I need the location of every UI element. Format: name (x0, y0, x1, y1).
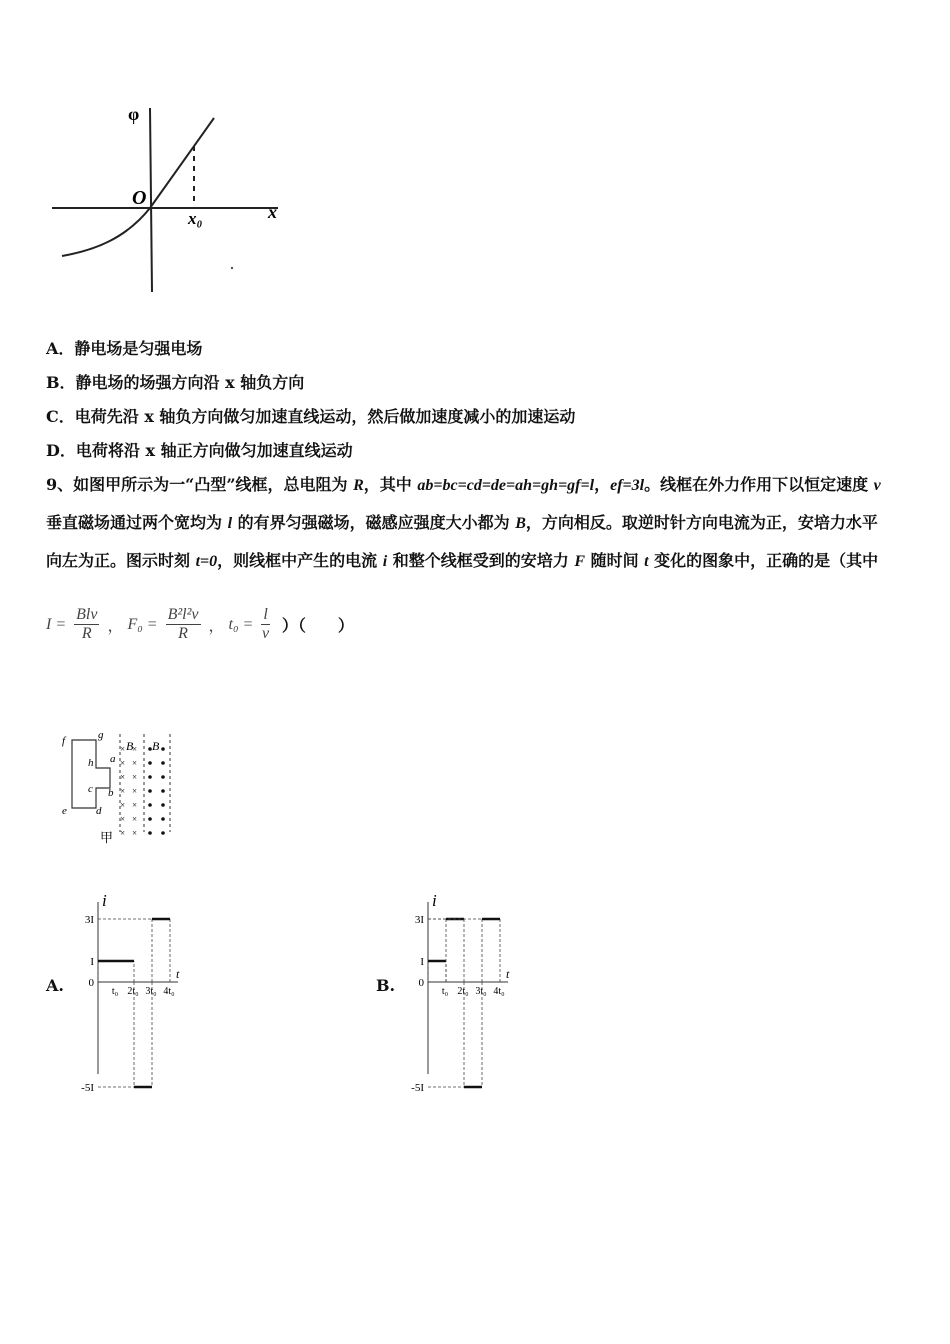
dot-mark (161, 817, 165, 821)
x-label: x (268, 202, 277, 222)
q9-text: ，方向相反。取逆时针方向电流为正，安培力水平 (525, 513, 878, 532)
x-tick-label: t₀ (441, 986, 449, 997)
dot-mark (148, 789, 152, 793)
phi-label: φ (128, 104, 140, 124)
cross-mark: × (132, 828, 138, 838)
option-text: 电荷先沿 x 轴负方向做匀加速直线运动，然后做加速度减小的加速运动 (74, 407, 576, 426)
q9-line-2 (46, 510, 878, 533)
option-d-q8 (46, 438, 353, 461)
phi-x-graph (46, 100, 296, 300)
dot-mark (148, 761, 152, 765)
q9-var-l: l (227, 515, 233, 532)
q9-text: 变化的图象中，正确的是（其中 (648, 551, 879, 570)
formula-I-numerator: Blv (76, 606, 98, 623)
cross-mark: × (120, 786, 126, 796)
y-tick-label: -5I (411, 1082, 424, 1094)
x0-label: x₀ (188, 209, 203, 228)
field-crosses (120, 744, 137, 838)
cross-mark: × (132, 800, 138, 810)
x-axis-label: t (506, 967, 510, 981)
formula-F-denominator: R (178, 625, 188, 642)
formula-t-fraction (261, 606, 269, 643)
q9-var-v: v (873, 477, 881, 494)
q9-text: 9、如图甲所示为一“凸型”线框，总电阻为 (46, 475, 354, 494)
convex-loop (72, 740, 110, 808)
vertex-e: e (62, 805, 67, 817)
vertex-d: d (96, 805, 102, 817)
cross-mark: × (132, 772, 138, 782)
graph-b-option-label: B. (376, 976, 396, 995)
cross-mark: × (120, 828, 126, 838)
formula-t-lhs: t₀ = (228, 615, 254, 633)
cross-mark: × (132, 786, 138, 796)
y-axis (150, 108, 152, 292)
q9-text: ，其中 (363, 475, 418, 494)
formula-F-numerator: B²l²v (167, 606, 199, 623)
dot-mark (148, 817, 152, 821)
q9-line-1 (46, 472, 881, 495)
dot-mark (161, 803, 165, 807)
q9-var-B: B (515, 515, 526, 532)
y-tick-label: 3I (84, 914, 94, 926)
formula-F-lhs: F₀ = (127, 615, 158, 633)
q9-var-F: F (574, 553, 585, 570)
formula-I-lhs: I = (46, 615, 67, 633)
q9-equation-ef: ef=3l (610, 477, 645, 494)
field-label-B2: B (152, 739, 160, 753)
field-dots (148, 747, 165, 835)
option-a-q8 (46, 336, 202, 359)
formula-t-denominator: v (262, 625, 270, 642)
x-axis-label: t (176, 967, 180, 981)
vertex-b: b (108, 787, 114, 799)
formula-I-fraction (74, 606, 99, 643)
formula-separator: ， (107, 618, 124, 635)
y-axis-label: i (102, 891, 107, 910)
cross-mark: × (132, 744, 138, 754)
y-tick-label: 3I (414, 914, 424, 926)
dot-mark (148, 803, 152, 807)
q9-var-t: t (644, 553, 649, 570)
x-tick-label: 4t₀ (163, 986, 175, 997)
formula-F-fraction (166, 606, 201, 643)
dot-mark (161, 775, 165, 779)
q9-text: 向左为正。图示时刻 (46, 551, 196, 570)
cross-mark: × (120, 800, 126, 810)
q9-time-zero: t=0 (195, 553, 218, 570)
field-label-B1: B (126, 739, 134, 753)
y-tick-label: -5I (81, 1082, 94, 1094)
graph-b (400, 890, 540, 1094)
q9-var-R: R (353, 477, 364, 494)
dot-mark (161, 761, 165, 765)
vertex-h: h (88, 757, 94, 769)
q9-line-3 (46, 548, 878, 571)
formula-line (46, 606, 354, 666)
x-tick-label: 2t₀ (127, 986, 139, 997)
y-tick-label: I (420, 956, 424, 968)
vertex-c: c (88, 783, 93, 795)
q9-text: 随时间 (585, 551, 645, 570)
y-tick-label: 0 (418, 977, 424, 989)
dot-mark (161, 789, 165, 793)
x-tick-label: t₀ (111, 986, 119, 997)
q9-equation-sides: ab=bc=cd=de=ah=gh=gf=l (417, 477, 595, 494)
x-tick-label: 3t₀ (145, 986, 157, 997)
origin-label: O (132, 187, 147, 209)
option-text: 静电场是匀强电场 (74, 339, 203, 358)
q9-text: 。线框在外力作用下以恒定速度 (644, 475, 874, 494)
dot-mark (161, 831, 165, 835)
formula-tail: ）（ ） (281, 616, 354, 635)
dot-mark (148, 775, 152, 779)
formula-separator: ， (208, 618, 225, 635)
x-tick-label: 2t₀ (457, 986, 469, 997)
cross-mark: × (120, 772, 126, 782)
formula-t-numerator: l (263, 606, 268, 623)
y-tick-label: 0 (88, 977, 94, 989)
graph-a-option-label: A. (46, 976, 64, 995)
option-label: D． (46, 441, 76, 460)
vertex-a: a (110, 753, 116, 765)
option-text: 电荷将沿 x 轴正方向做匀加速直线运动 (75, 441, 353, 460)
figure-caption: 甲 (100, 830, 114, 845)
q9-var-i: i (382, 553, 388, 570)
cross-mark: × (132, 758, 138, 768)
dot-mark (161, 747, 165, 751)
q9-text: 垂直磁场通过两个宽均为 (46, 513, 228, 532)
cross-mark: × (120, 814, 126, 824)
vertex-g: g (98, 729, 104, 741)
q9-text: 的有界匀强磁场，磁感应强度大小都为 (232, 513, 516, 532)
q9-text: 和整个线框受到的安培力 (387, 551, 575, 570)
x-tick-label: 4t₀ (493, 986, 505, 997)
x-tick-label: 3t₀ (475, 986, 487, 997)
cross-mark: × (120, 758, 126, 768)
q9-text: ，则线框中产生的电流 (217, 551, 383, 570)
q9-text: ， (594, 475, 611, 494)
formula-I-denominator: R (81, 625, 92, 642)
option-label: B． (46, 373, 76, 392)
option-c-q8 (46, 404, 575, 427)
speck (231, 267, 233, 269)
option-label: C． (46, 407, 75, 426)
y-tick-label: I (90, 956, 94, 968)
dot-mark (148, 831, 152, 835)
cross-mark: × (132, 814, 138, 824)
option-text: 静电场的场强方向沿 x 轴负方向 (75, 373, 305, 392)
option-b-q8 (46, 370, 304, 393)
y-axis-label: i (432, 891, 437, 910)
cross-mark: × (120, 744, 126, 754)
graph-a (70, 890, 210, 1094)
option-label: A． (46, 339, 75, 358)
vertex-f: f (62, 735, 66, 747)
figure-jia (56, 728, 186, 848)
